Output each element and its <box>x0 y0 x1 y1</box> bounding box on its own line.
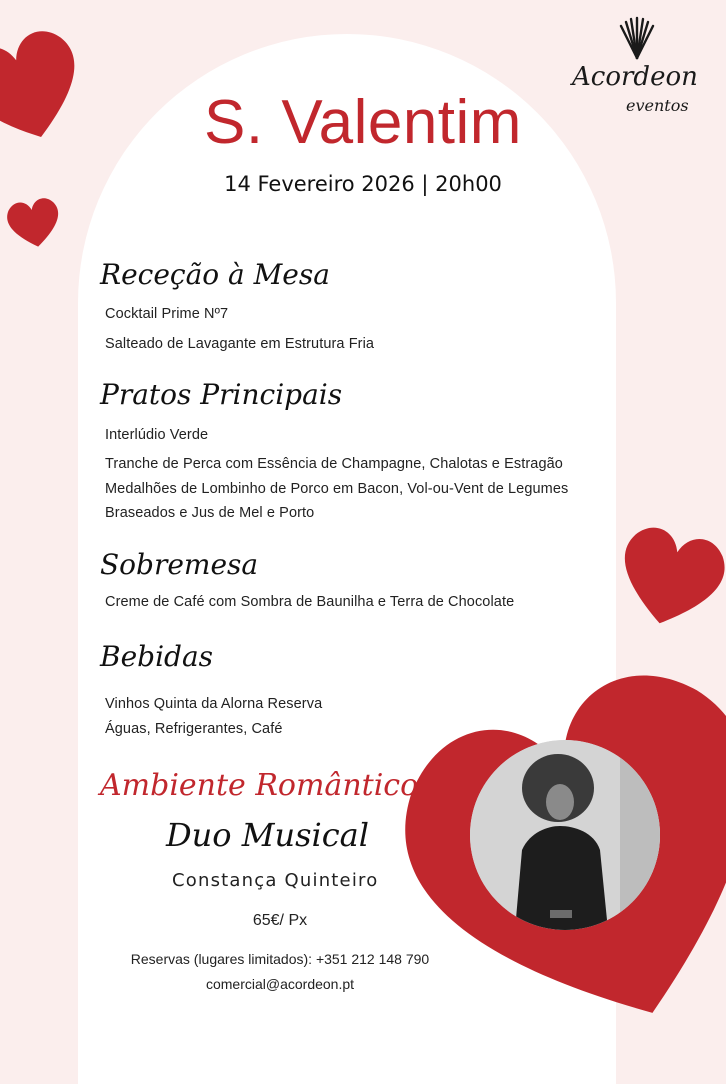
accordion-logo-icon <box>616 16 658 60</box>
heart-right-icon <box>612 515 726 640</box>
event-title: S. Valentim <box>204 88 522 157</box>
menu-item: Vinhos Quinta da Alorna Reserva <box>105 696 323 712</box>
price: 65€/ Px <box>252 912 308 929</box>
menu-item: Creme de Café com Sombra de Baunilha e Terra de Chocolate <box>105 594 515 610</box>
heart-small-left-icon <box>4 192 64 254</box>
section-title-bebidas: Bebidas <box>100 640 214 673</box>
entertainment-subtitle: Duo Musical <box>166 816 369 854</box>
menu-item: Águas, Refrigerantes, Café <box>105 721 283 737</box>
artist-portrait <box>470 740 660 930</box>
entertainment-headline: Ambiente Romântico <box>100 768 419 803</box>
artist-name: Constança Quinteiro <box>172 870 379 891</box>
reservations-email[interactable]: comercial@acordeon.pt <box>205 976 355 992</box>
brand-name: Acordeon <box>572 62 698 92</box>
reservations-text: Reservas (lugares limitados): +351 212 148 790 <box>130 951 430 967</box>
menu-item: Medalhões de Lombinho de Porco em Bacon, Vol-ou-Vent de Legumes <box>105 481 569 497</box>
menu-item: Salteado de Lavagante em Estrutura Fria <box>105 336 375 352</box>
artist-photo-icon <box>470 740 660 930</box>
brand-tagline: eventos <box>626 96 689 115</box>
section-title-rececao: Receção à Mesa <box>100 258 330 291</box>
menu-item: Interlúdio Verde <box>105 427 209 443</box>
menu-item: Tranche de Perca com Essência de Champagne, Chalotas e Estragão <box>105 456 563 472</box>
menu-item: Cocktail Prime Nº7 <box>105 306 229 322</box>
event-date-time: 14 Fevereiro 2026 | 20h00 <box>224 172 502 196</box>
section-title-sobremesa: Sobremesa <box>100 548 259 581</box>
menu-item: Braseados e Jus de Mel e Porto <box>105 505 315 521</box>
section-title-pratos: Pratos Principais <box>100 378 343 411</box>
